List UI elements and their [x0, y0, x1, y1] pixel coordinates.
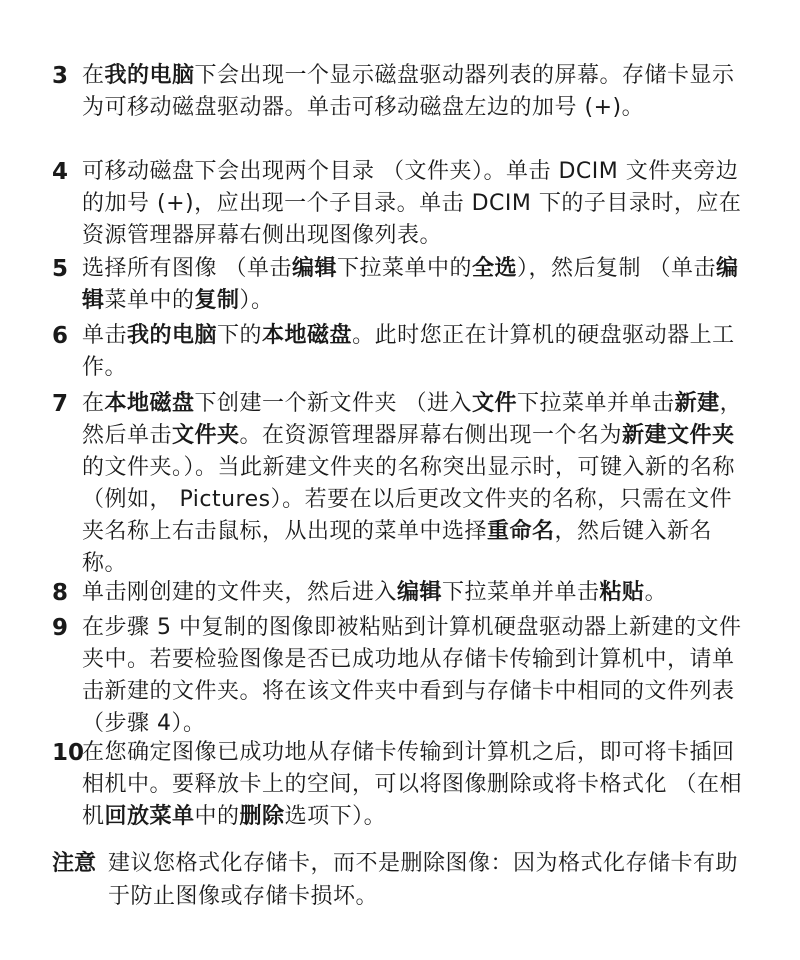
step-number: 8 [52, 580, 69, 606]
step-number: 9 [52, 615, 69, 641]
ui-term: 复制 [194, 288, 240, 313]
text-run: 。此时您正在计算机的硬盘驱动器上工作。 [82, 323, 735, 380]
text-run: 下的 [217, 323, 263, 348]
note-text: 建议您格式化存储卡，而不是删除图像：因为格式化存储卡有助于防止图像或存储卡损坏。 [108, 851, 739, 909]
step-number: 3 [52, 63, 69, 89]
ui-term: 删除 [239, 804, 285, 829]
text-run: ，然后键入新名称。 [82, 519, 713, 576]
step-text [82, 253, 752, 317]
ui-term: 编辑 [82, 256, 739, 313]
text-run: 的文件夹。）。当此新建文件夹的名称突出显示时，可键入新的名称 （例如， Pictures）。若要在以后更改文件夹的名称，只需在文件夹名称上右击鼠标，从出现的菜单中选择 [82, 455, 736, 544]
step-text [82, 577, 752, 609]
ui-term: 粘贴 [599, 580, 645, 605]
step-text [82, 388, 752, 580]
text-run: 下会出现一个显示磁盘驱动器列表的屏幕。存储卡显示为可移动磁盘驱动器。单击可移动磁盘左边的加号 (+)。 [82, 63, 735, 120]
ui-term: 编辑 [397, 580, 443, 605]
text-run: 菜单中的 [104, 288, 195, 313]
step-8 [52, 577, 752, 609]
text-run: 下拉菜单中的 [337, 256, 473, 281]
text-run: 。 [644, 580, 668, 605]
note-label: 注意 [52, 851, 97, 876]
text-run: 在步骤 5 中复制的图像即被粘贴到计算机硬盘驱动器上新建的文件夹中。若要检验图像是否已成功地从存储卡传输到计算机中，请单击新建的文件夹。将在该文件夹中看到与存储卡中相同的文件列表 （步骤 4）。 [82, 615, 742, 736]
step-3 [52, 60, 752, 124]
step-text [82, 60, 752, 124]
text-run: 中的 [194, 804, 240, 829]
text-run: 可移动磁盘下会出现两个目录 （文件夹）。单击 DCIM 文件夹旁边的加号 (+)，应出现一个子目录。单击 DCIM 下的子目录时，应在资源管理器屏幕右侧出现图像列表。 [82, 159, 742, 248]
text-run: 在 [82, 391, 105, 416]
step-9 [52, 612, 752, 740]
ui-term: 本地磁盘 [104, 391, 195, 416]
text-run: 下拉菜单并单击 [517, 391, 675, 416]
ui-term: 文件 [472, 391, 518, 416]
step-7 [52, 388, 752, 580]
ui-term: 新建文件夹 [622, 423, 735, 448]
step-number: 4 [52, 159, 69, 185]
text-run: ，然后单击 [82, 391, 743, 448]
ui-term: 编辑 [292, 256, 338, 281]
text-run: 下拉菜单并单击 [442, 580, 600, 605]
text-run: ），然后复制 （单击 [517, 256, 717, 281]
ui-term: 新建 [674, 391, 720, 416]
step-10 [52, 737, 752, 833]
note-block [52, 847, 752, 913]
step-5 [52, 253, 752, 317]
step-text [82, 156, 752, 252]
ui-term: 我的电脑 [104, 63, 195, 88]
text-run: 在 [82, 63, 105, 88]
text-run: 在您确定图像已成功地从存储卡传输到计算机之后，即可将卡插回相机中。要释放卡上的空间，可以将图像删除或将卡格式化 （在相机 [82, 740, 742, 829]
text-run: 单击 [82, 323, 128, 348]
step-6 [52, 320, 752, 384]
ui-term: 回放菜单 [104, 804, 195, 829]
ui-term: 全选 [472, 256, 518, 281]
step-number: 10 [52, 740, 85, 766]
ui-term: 本地磁盘 [262, 323, 353, 348]
step-4 [52, 156, 752, 252]
text-run: ）。 [239, 288, 274, 313]
text-run: 选项下）。 [284, 804, 387, 829]
ui-term: 我的电脑 [127, 323, 218, 348]
step-text [82, 320, 752, 384]
ui-term: 重命名 [487, 519, 555, 544]
ui-term: 文件夹 [172, 423, 240, 448]
text-run: 。在资源管理器屏幕右侧出现一个名为 [239, 423, 623, 448]
step-number: 7 [52, 391, 69, 417]
text-run: 下创建一个新文件夹 （进入 [194, 391, 473, 416]
step-number: 5 [52, 256, 69, 282]
text-run: 单击刚创建的文件夹，然后进入 [82, 580, 398, 605]
step-text [82, 737, 752, 833]
step-number: 6 [52, 323, 69, 349]
text-run: 选择所有图像 （单击 [82, 256, 292, 281]
step-text [82, 612, 752, 740]
